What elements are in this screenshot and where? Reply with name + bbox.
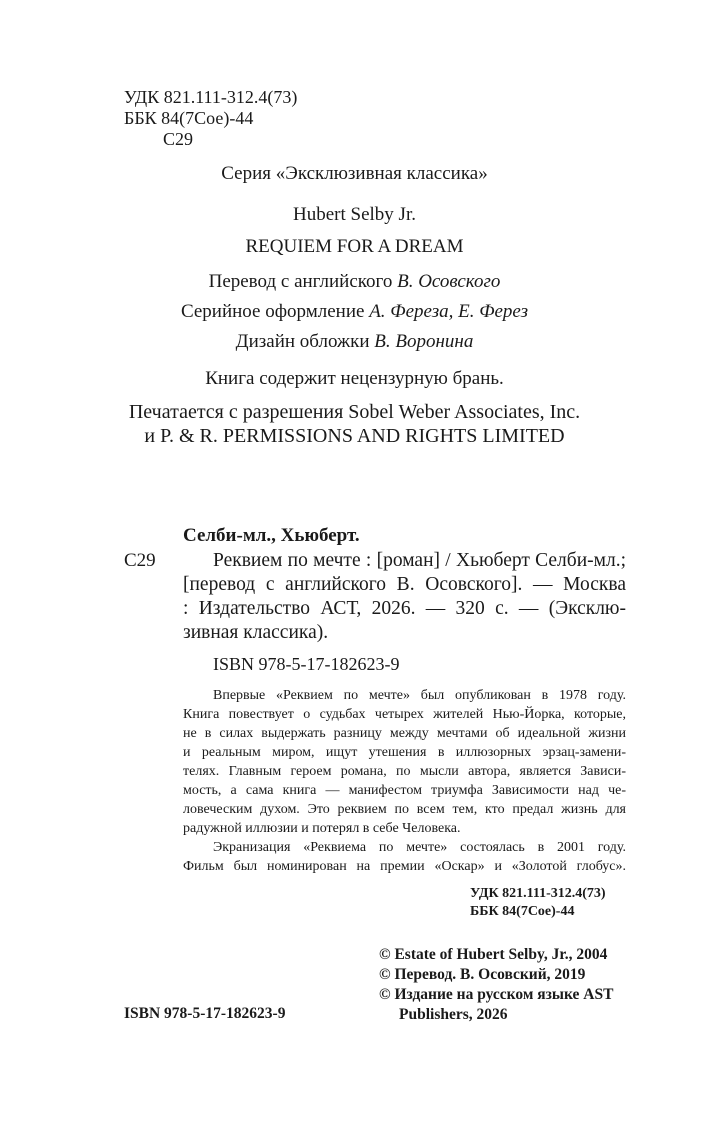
bibliographic-line: Реквием по мечте : [роман] / Хьюберт Селби-мл.; [213,550,626,571]
copyright-line: Publishers, 2026 [399,1006,508,1023]
copyright-line: © Estate of Hubert Selby, Jr., 2004 [379,946,608,963]
credit-cover-design-label: Дизайн обложки [235,331,370,352]
bbk-top: ББК 84(7Сое)-44 [124,108,254,128]
udk-bottom: УДК 821.111-312.4(73) [470,886,606,901]
bibliographic-line: : Издательство АСТ, 2026. — 320 с. — (Эксклю- [183,598,626,619]
bibliographic-heading: Селби-мл., Хьюберт. [183,525,360,546]
credit-translation-label: Перевод с английского [208,271,393,292]
bibliographic-isbn: ISBN 978-5-17-182623-9 [213,654,400,674]
udk-top: УДК 821.111-312.4(73) [124,87,298,107]
annotation-line: Впервые «Реквием по мечте» был опубликован в 1978 году. [213,688,626,703]
annotation-line: Фильм был номинирован на премии «Оскар» и «Золотой глобус». [183,859,626,874]
bibliographic-line: зивная классика). [183,622,329,643]
annotation-line: ловеческим духом. Это реквием по всем тем, кто предал жизнь для [183,802,626,817]
bibliographic-mark: С29 [124,550,156,571]
annotation-line: телях. Главным героем романа, по мысли автора, является Зависи- [183,764,626,779]
original-title: REQUIEM FOR A DREAM [245,236,464,257]
author-mark-top: С29 [163,129,194,149]
credit-series-design-name: А. Фереза, Е. Ферез [369,301,529,322]
credit-cover-design-name: В. Воронина [374,331,474,352]
permission-line-2: и P. & R. PERMISSIONS AND RIGHTS LIMITED [144,425,565,447]
bbk-bottom: ББК 84(7Сое)-44 [470,904,575,919]
copyright-block [379,945,613,1025]
series-line: Серия «Эксклюзивная классика» [221,163,488,184]
annotation-line: не в силах выдержать разницу между мечтами об идеальной жизни [183,726,626,741]
annotation-line: и реальным миром, ищут утешения в иллюзорных эрзац-замени- [183,745,626,760]
credit-translation-name: В. Осовского [397,271,501,292]
original-author: Hubert Selby Jr. [293,204,416,225]
annotation-line: Экранизация «Реквиема по мечте» состоялась в 2001 году. [213,840,626,855]
annotation [183,686,626,876]
permission-line-1: Печатается с разрешения Sobel Weber Associates, Inc. [128,401,581,423]
credit-series-design [0,300,709,324]
credit-translation [0,270,709,294]
bibliographic-line: [перевод с английского В. Осовского]. — Москва [183,574,626,595]
isbn-bottom: ISBN 978-5-17-182623-9 [124,1005,286,1022]
credit-series-design-label: Серийное оформление [180,301,365,322]
content-warning: Книга содержит нецензурную брань. [205,368,504,389]
credit-cover-design [0,330,709,354]
annotation-line: радужной иллюзии и потерял в себе Человека. [183,821,461,836]
annotation-line: Книга повествует о судьбах четырех жителей Нью-Йорка, которые, [183,707,626,722]
bibliographic-record [183,549,626,645]
copyright-line: © Издание на русском языке AST [379,986,614,1003]
copyright-line: © Перевод. В. Осовский, 2019 [379,966,586,983]
annotation-line: мость, а сама книга — манифестом триумфа Зависимости над че- [183,783,626,798]
